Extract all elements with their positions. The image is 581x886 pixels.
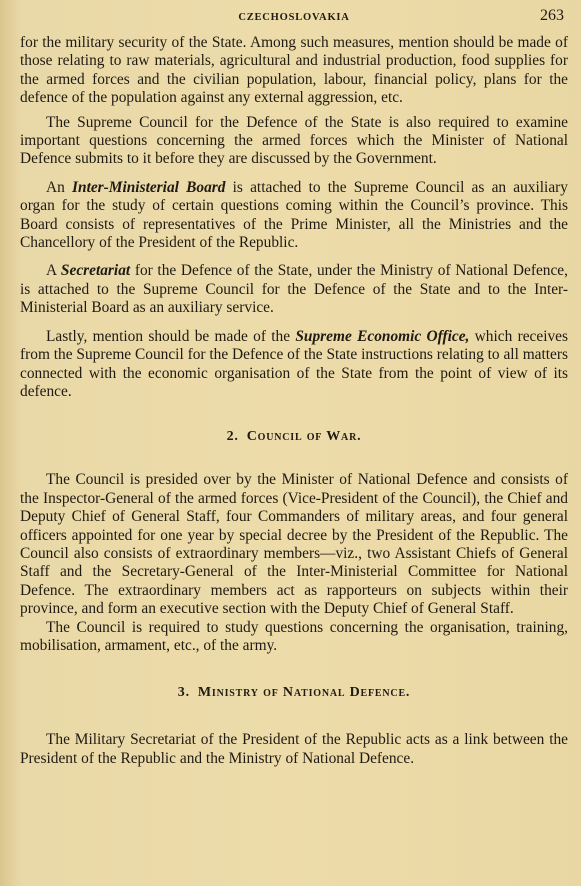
- paragraph-supreme-council: The Supreme Council for the Defence of the State is also required to examine important questions concerning the armed forces which the Minister of National Defence submits to it before they are discussed by the Government.: [20, 113, 568, 168]
- section-number: 2.: [226, 429, 239, 445]
- section-title: Council of War.: [246, 429, 362, 445]
- paragraph-supreme-economic-office: [20, 328, 568, 402]
- page-number: 263: [540, 7, 564, 24]
- paragraph-council-composition: The Council is presided over by the Minister of National Defence and consists of the Inspector-General of the armed forces (Vice-President of the Council), the Chief and Deputy Chief of General Staff, four Commanders of military areas, and four general officers appointed for one year by special decree by the President of the Republic. The Council also consists of extraordinary members—viz., two Assistant Chiefs of General Staff and the Secretary-General of the Inter-Ministerial Committee for National Defence. The extraordinary members act as rapporteurs on subjects within their province, and form an executive section with the Deputy Chief of General Staff.: [20, 471, 568, 618]
- running-head: [20, 2, 568, 34]
- paragraph-secretariat: [20, 262, 568, 317]
- paragraph-inter-ministerial-board: [20, 179, 568, 253]
- text-run: for the Defence of the State, under the Ministry of National Defence, is attached to the Supreme Council for the Defence of the State and to the Inter-Ministerial Board as an auxiliary service.: [20, 262, 568, 317]
- text-run: is attached to the Supreme Council as an auxiliary organ for the study of certain questions coming within the Council’s province. This Board consists of representatives of the Prime Minister, all the Ministries and the Chancellory of the President of the Republic.: [20, 178, 568, 252]
- running-title: CZECHOSLOVAKIA: [238, 12, 350, 23]
- section-heading-ministry-of-national-defence: [20, 685, 568, 701]
- term-inter-ministerial-board: Inter-Ministerial Board: [72, 178, 226, 196]
- term-supreme-economic-office: Supreme Economic Office,: [295, 327, 470, 345]
- term-secretariat: Secretariat: [60, 262, 131, 280]
- text-run: An: [46, 178, 73, 196]
- paragraph-military-secretariat: The Military Secretariat of the President of the Republic acts as a link between the President of the Republic and the Ministry of National Defence.: [20, 731, 568, 767]
- text-run: which receives from the Supreme Council for the Defence of the State instructions relating to all matters connected with the economic organisation of the State from the point of view of its defence.: [20, 327, 568, 400]
- section-heading-council-of-war: [20, 429, 568, 445]
- book-page: [20, 2, 568, 884]
- text-run: A: [46, 262, 61, 280]
- text-run: Lastly, mention should be made of the: [46, 327, 296, 345]
- section-title: Ministry of National Defence.: [197, 685, 411, 701]
- paragraph-council-duties: The Council is required to study questions concerning the organisation, training, mobilisation, armament, etc., of the army.: [20, 618, 568, 654]
- body-text: [20, 34, 568, 768]
- paragraph-continuation: for the military security of the State. Among such measures, mention should be made of those relating to raw materials, agricultural and industrial production, food supplies for the armed forces and the civilian population, labour, financial policy, plans for the defence of the population against any external aggression, etc.: [20, 34, 568, 107]
- section-number: 3.: [177, 685, 190, 701]
